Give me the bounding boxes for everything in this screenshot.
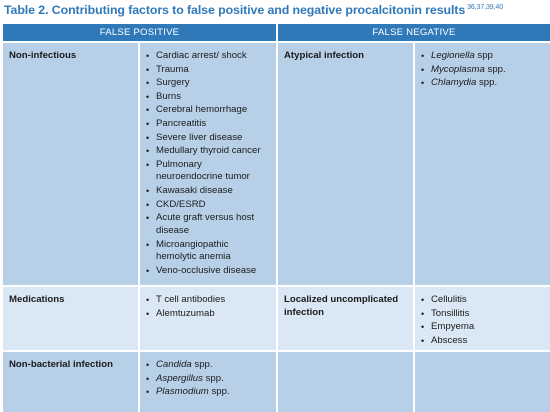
list-item xyxy=(421,50,544,63)
fn-items-cell xyxy=(415,352,550,412)
list-item: • Cerebral hemorrhage xyxy=(146,104,270,117)
italic-term: Legionella xyxy=(431,50,475,61)
fp-items-cell xyxy=(140,287,276,350)
false-negative-header: FALSE NEGATIVE xyxy=(278,24,550,41)
table-title xyxy=(4,3,503,21)
list-item xyxy=(421,77,544,90)
fn-items-list xyxy=(421,294,544,347)
list-item: • Severe liver disease xyxy=(146,132,270,145)
fn-category-cell: Atypical infection xyxy=(278,43,413,285)
list-item xyxy=(146,359,270,372)
fp-category-cell: Medications xyxy=(3,287,138,350)
list-item: • Acute graft versus host disease xyxy=(146,212,270,237)
list-item: • Surgery xyxy=(146,77,270,90)
false-positive-header: FALSE POSITIVE xyxy=(3,24,276,41)
list-item xyxy=(146,386,270,399)
list-item: • Veno-occlusive disease xyxy=(146,265,270,278)
term-suffix: spp. xyxy=(484,63,506,75)
list-item: • Kawasaki disease xyxy=(146,185,270,198)
list-item: • Alemtuzumab xyxy=(146,308,270,321)
term-suffix: spp xyxy=(474,50,493,61)
fp-category-cell: Non-infectious xyxy=(3,43,138,285)
list-item: • Abscess xyxy=(421,335,544,348)
list-item: • Microangiopathic hemolytic anemia xyxy=(146,239,270,264)
fp-items-list xyxy=(146,50,270,278)
italic-term: Aspergillus xyxy=(156,372,203,384)
fp-items-list xyxy=(146,294,270,320)
fp-category-cell: Non-bacterial infection xyxy=(3,352,138,412)
list-item: • Tonsillitis xyxy=(421,308,544,321)
list-item: • Pancreatitis xyxy=(146,118,270,131)
list-item: • Medullary thyroid cancer xyxy=(146,145,270,158)
factors-table xyxy=(3,24,550,405)
list-item: • Trauma xyxy=(146,64,270,77)
list-item xyxy=(146,373,270,386)
table-title-text: Table 2. Contributing factors to false positive and negative procalcitonin results xyxy=(4,3,466,17)
fp-items-cell xyxy=(140,352,276,412)
italic-term: Mycoplasma xyxy=(431,63,485,75)
list-item: • CKD/ESRD xyxy=(146,199,270,212)
list-item: • Pulmonary neuroendocrine tumor xyxy=(146,159,270,184)
list-item xyxy=(421,64,544,77)
table-title-references: 36,37,39,40 xyxy=(467,4,504,11)
term-suffix: spp. xyxy=(208,386,230,398)
italic-term: Plasmodium xyxy=(156,386,209,398)
fn-category-cell: Localized uncomplicated infection xyxy=(278,287,413,350)
fp-items-cell xyxy=(140,43,276,285)
list-item: • T cell antibodies xyxy=(146,294,270,307)
fp-items-list xyxy=(146,359,270,399)
italic-term: Chlamydia xyxy=(431,77,477,89)
term-suffix: spp. xyxy=(202,372,224,384)
term-suffix: spp. xyxy=(191,359,213,370)
list-item: • Cellulitis xyxy=(421,294,544,307)
fn-items-cell xyxy=(415,43,550,285)
fn-items-list xyxy=(421,50,544,90)
fn-items-cell xyxy=(415,287,550,350)
list-item: • Empyema xyxy=(421,321,544,334)
term-suffix: spp. xyxy=(476,77,498,89)
fn-category-cell xyxy=(278,352,413,412)
list-item: • Cardiac arrest/ shock xyxy=(146,50,270,63)
list-item: • Burns xyxy=(146,91,270,104)
italic-term: Candida xyxy=(156,359,192,370)
